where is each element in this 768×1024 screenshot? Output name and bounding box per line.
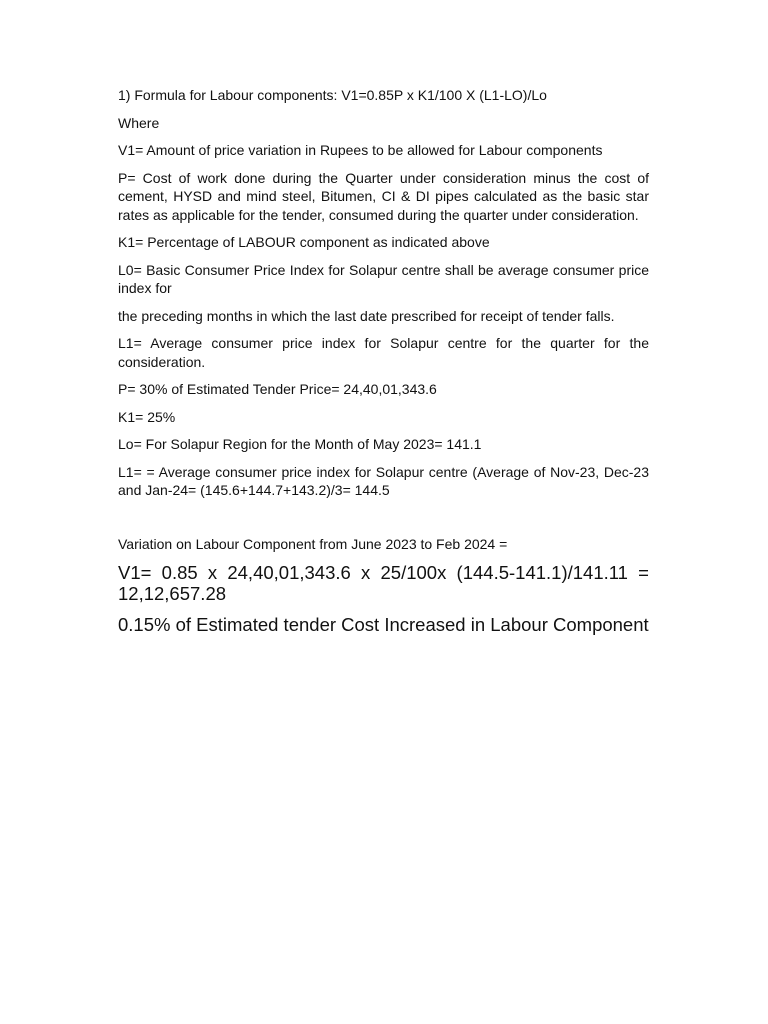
value-lo: Lo= For Solapur Region for the Month of May 2023= 141.1 (118, 436, 482, 452)
value-k1: K1= 25% (118, 408, 176, 425)
definition-l0-continued: the preceding months in which the last date prescribed for receipt of tender falls. (118, 307, 615, 324)
definition-p: P= Cost of work done during the Quarter under consideration minus the cost of cement, HYSD and mind steel, Bitumen, CI & DI pipes calculated as the basic star rates as applicable for the tender, consumed during the quarter under consideration. (118, 169, 649, 223)
formula-heading: 1) Formula for Labour components: V1=0.85P x K1/100 X (L1-LO)/Lo (118, 87, 547, 103)
result-v1: V1= 0.85 x 24,40,01,343.6 x 25/100x (144.5-141.1)/141.11 = 12,12,657.28 (118, 562, 649, 604)
document-body (118, 86, 649, 645)
value-p: P= 30% of Estimated Tender Price= 24,40,01,343.6 (118, 381, 437, 397)
definition-l0: L0= Basic Consumer Price Index for Solapur centre shall be average consumer price index for (118, 261, 649, 296)
spacer (118, 509, 649, 535)
definition-k1: K1= Percentage of LABOUR component as indicated above (118, 234, 490, 250)
definition-l1: L1= Average consumer price index for Solapur centre for the quarter for the consideration. (118, 335, 649, 370)
definition-v1: V1= Amount of price variation in Rupees to be allowed for Labour components (118, 142, 603, 158)
value-l1: L1= = Average consumer price index for Solapur centre (Average of Nov-23, Dec-23 and Jan-24= (145.6+144.7+143.2)/3= 144.5 (118, 463, 649, 498)
variation-heading: Variation on Labour Component from June 2023 to Feb 2024 = (118, 535, 508, 552)
conclusion: 0.15% of Estimated tender Cost Increased in Labour Component (118, 614, 649, 635)
where-label: Where (118, 114, 160, 131)
